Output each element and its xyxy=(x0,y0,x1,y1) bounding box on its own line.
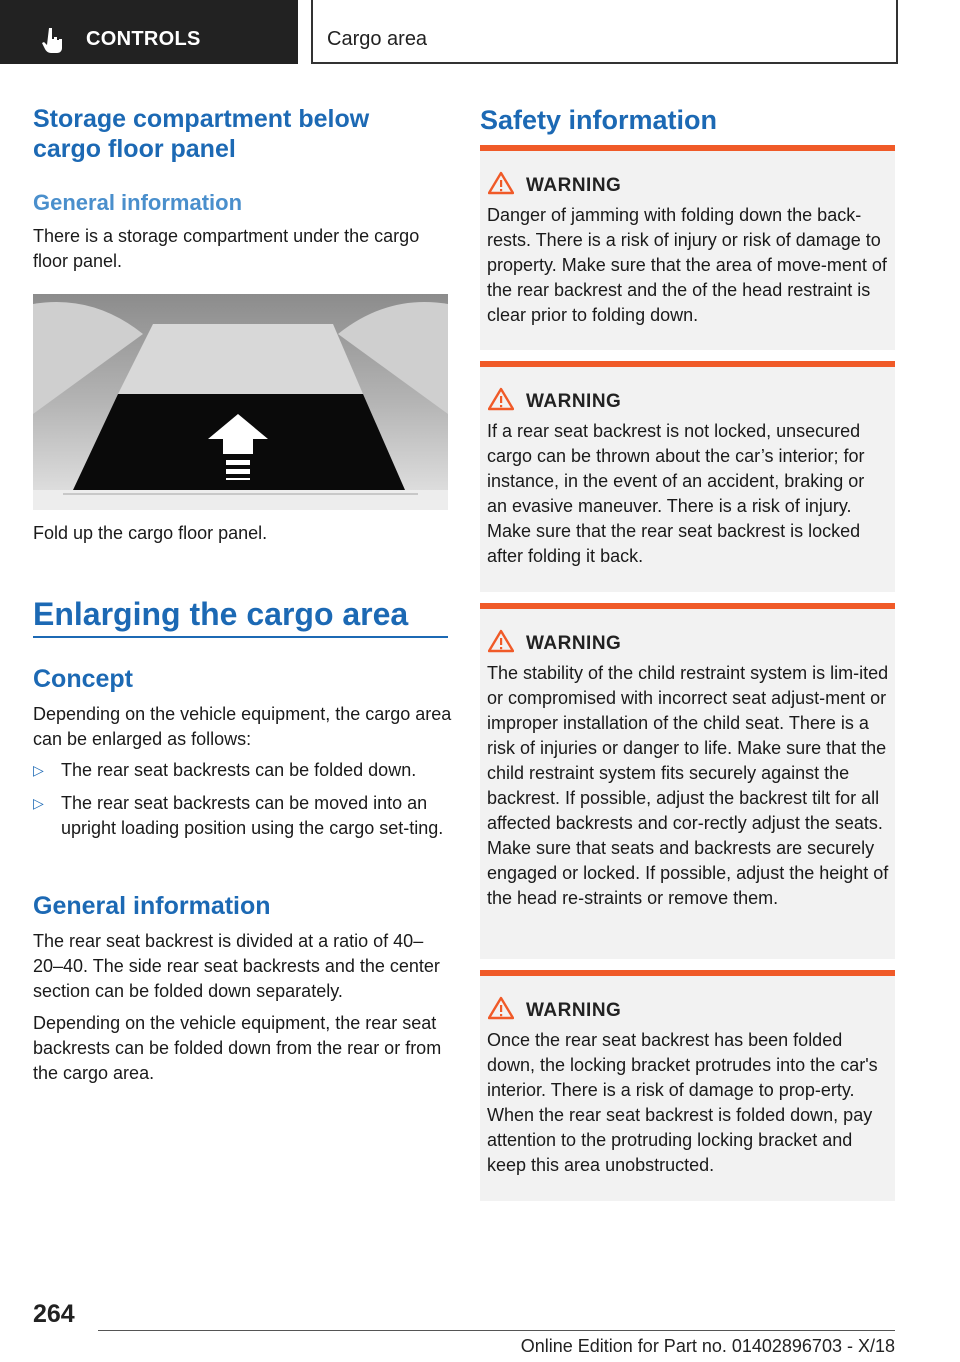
warning-triangle-icon xyxy=(488,996,514,1020)
storage-general-heading: General information xyxy=(33,190,243,215)
triangle-bullet-icon: ▷ xyxy=(33,762,44,778)
warning-box xyxy=(480,145,895,350)
safety-title: Safety information xyxy=(480,105,718,135)
triangle-bullet-icon: ▷ xyxy=(33,795,44,811)
warning-box xyxy=(480,603,895,959)
warning-triangle-icon xyxy=(488,629,514,653)
photo-caption: Fold up the cargo floor panel. xyxy=(33,523,268,543)
storage-title: Storage compartment below cargo floor panel xyxy=(33,105,370,163)
warning-box xyxy=(480,970,895,1201)
section-label: CONTROLS xyxy=(86,28,201,50)
pointing-hand-icon xyxy=(40,26,66,54)
footer-rule xyxy=(98,1330,895,1331)
general-heading: General information xyxy=(33,892,271,920)
warning-triangle-icon xyxy=(488,171,514,195)
section-tab[interactable] xyxy=(0,0,298,64)
warning-text: Danger of jamming with folding down the back-rests. There is a risk of injury or risk of damage to property. Make sure that the area of move-ment of the rear backrest and the of the head restraint is clear prior to folding down. xyxy=(487,205,887,325)
warning-title: WARNING xyxy=(526,1000,622,1021)
warning-title: WARNING xyxy=(526,175,622,196)
warning-title: WARNING xyxy=(526,633,622,654)
warning-title: WARNING xyxy=(526,391,622,412)
storage-general-text: There is a storage compartment under the cargo floor panel. xyxy=(33,226,420,271)
concept-heading: Concept xyxy=(33,665,133,693)
warning-text: The stability of the child restraint system is lim-ited or compromised with incorrect seat adjust-ment or improper installation of the child seat. There is a risk of injuries or danger to life. Make sure that the child restraint system fits securely against the backrest. If possible, adjust the backrest tilt for all affected backrests and cor-rectly adjust the seats. Make sure that seats and backrests are securely engaged or locked. If possible, adjust the height of the head re-straints or remove them. xyxy=(487,663,889,908)
concept-text: Depending on the vehicle equipment, the cargo area can be enlarged as follows: xyxy=(33,704,452,749)
warning-text: Once the rear seat backrest has been folded down, the locking bracket protrudes into the car's interior. There is a risk of damage to prop-erty. When the rear seat backrest is folded down, pay attention to the protruding locking bracket and keep this area unobstructed. xyxy=(487,1030,878,1175)
cargo-floor-photo xyxy=(33,294,448,510)
enlarge-title: Enlarging the cargo area xyxy=(33,596,409,632)
topic-header xyxy=(311,0,898,64)
warning-box xyxy=(480,361,895,592)
topic-label: Cargo area xyxy=(327,28,428,50)
title-rule xyxy=(33,636,448,638)
general-text-2: Depending on the vehicle equipment, the rear seat backrests can be folded down from the rear or from the cargo area. xyxy=(33,1013,442,1083)
general-text-1: The rear seat backrest is divided at a ratio of 40–20–40. The side rear seat backrests and the center section can be folded down separately. xyxy=(33,931,440,1001)
edition-text: Online Edition for Part no. 01402896703 - X/18 xyxy=(520,1336,895,1356)
warning-triangle-icon xyxy=(488,387,514,411)
page-number: 264 xyxy=(33,1300,75,1328)
warning-text: If a rear seat backrest is not locked, unsecured cargo can be thrown about the car’s interior; for instance, in the event of an accident, braking or an evasive maneuver. There is a risk of injury. Make sure that the rear seat backrest is locked after folding it back. xyxy=(487,421,865,566)
